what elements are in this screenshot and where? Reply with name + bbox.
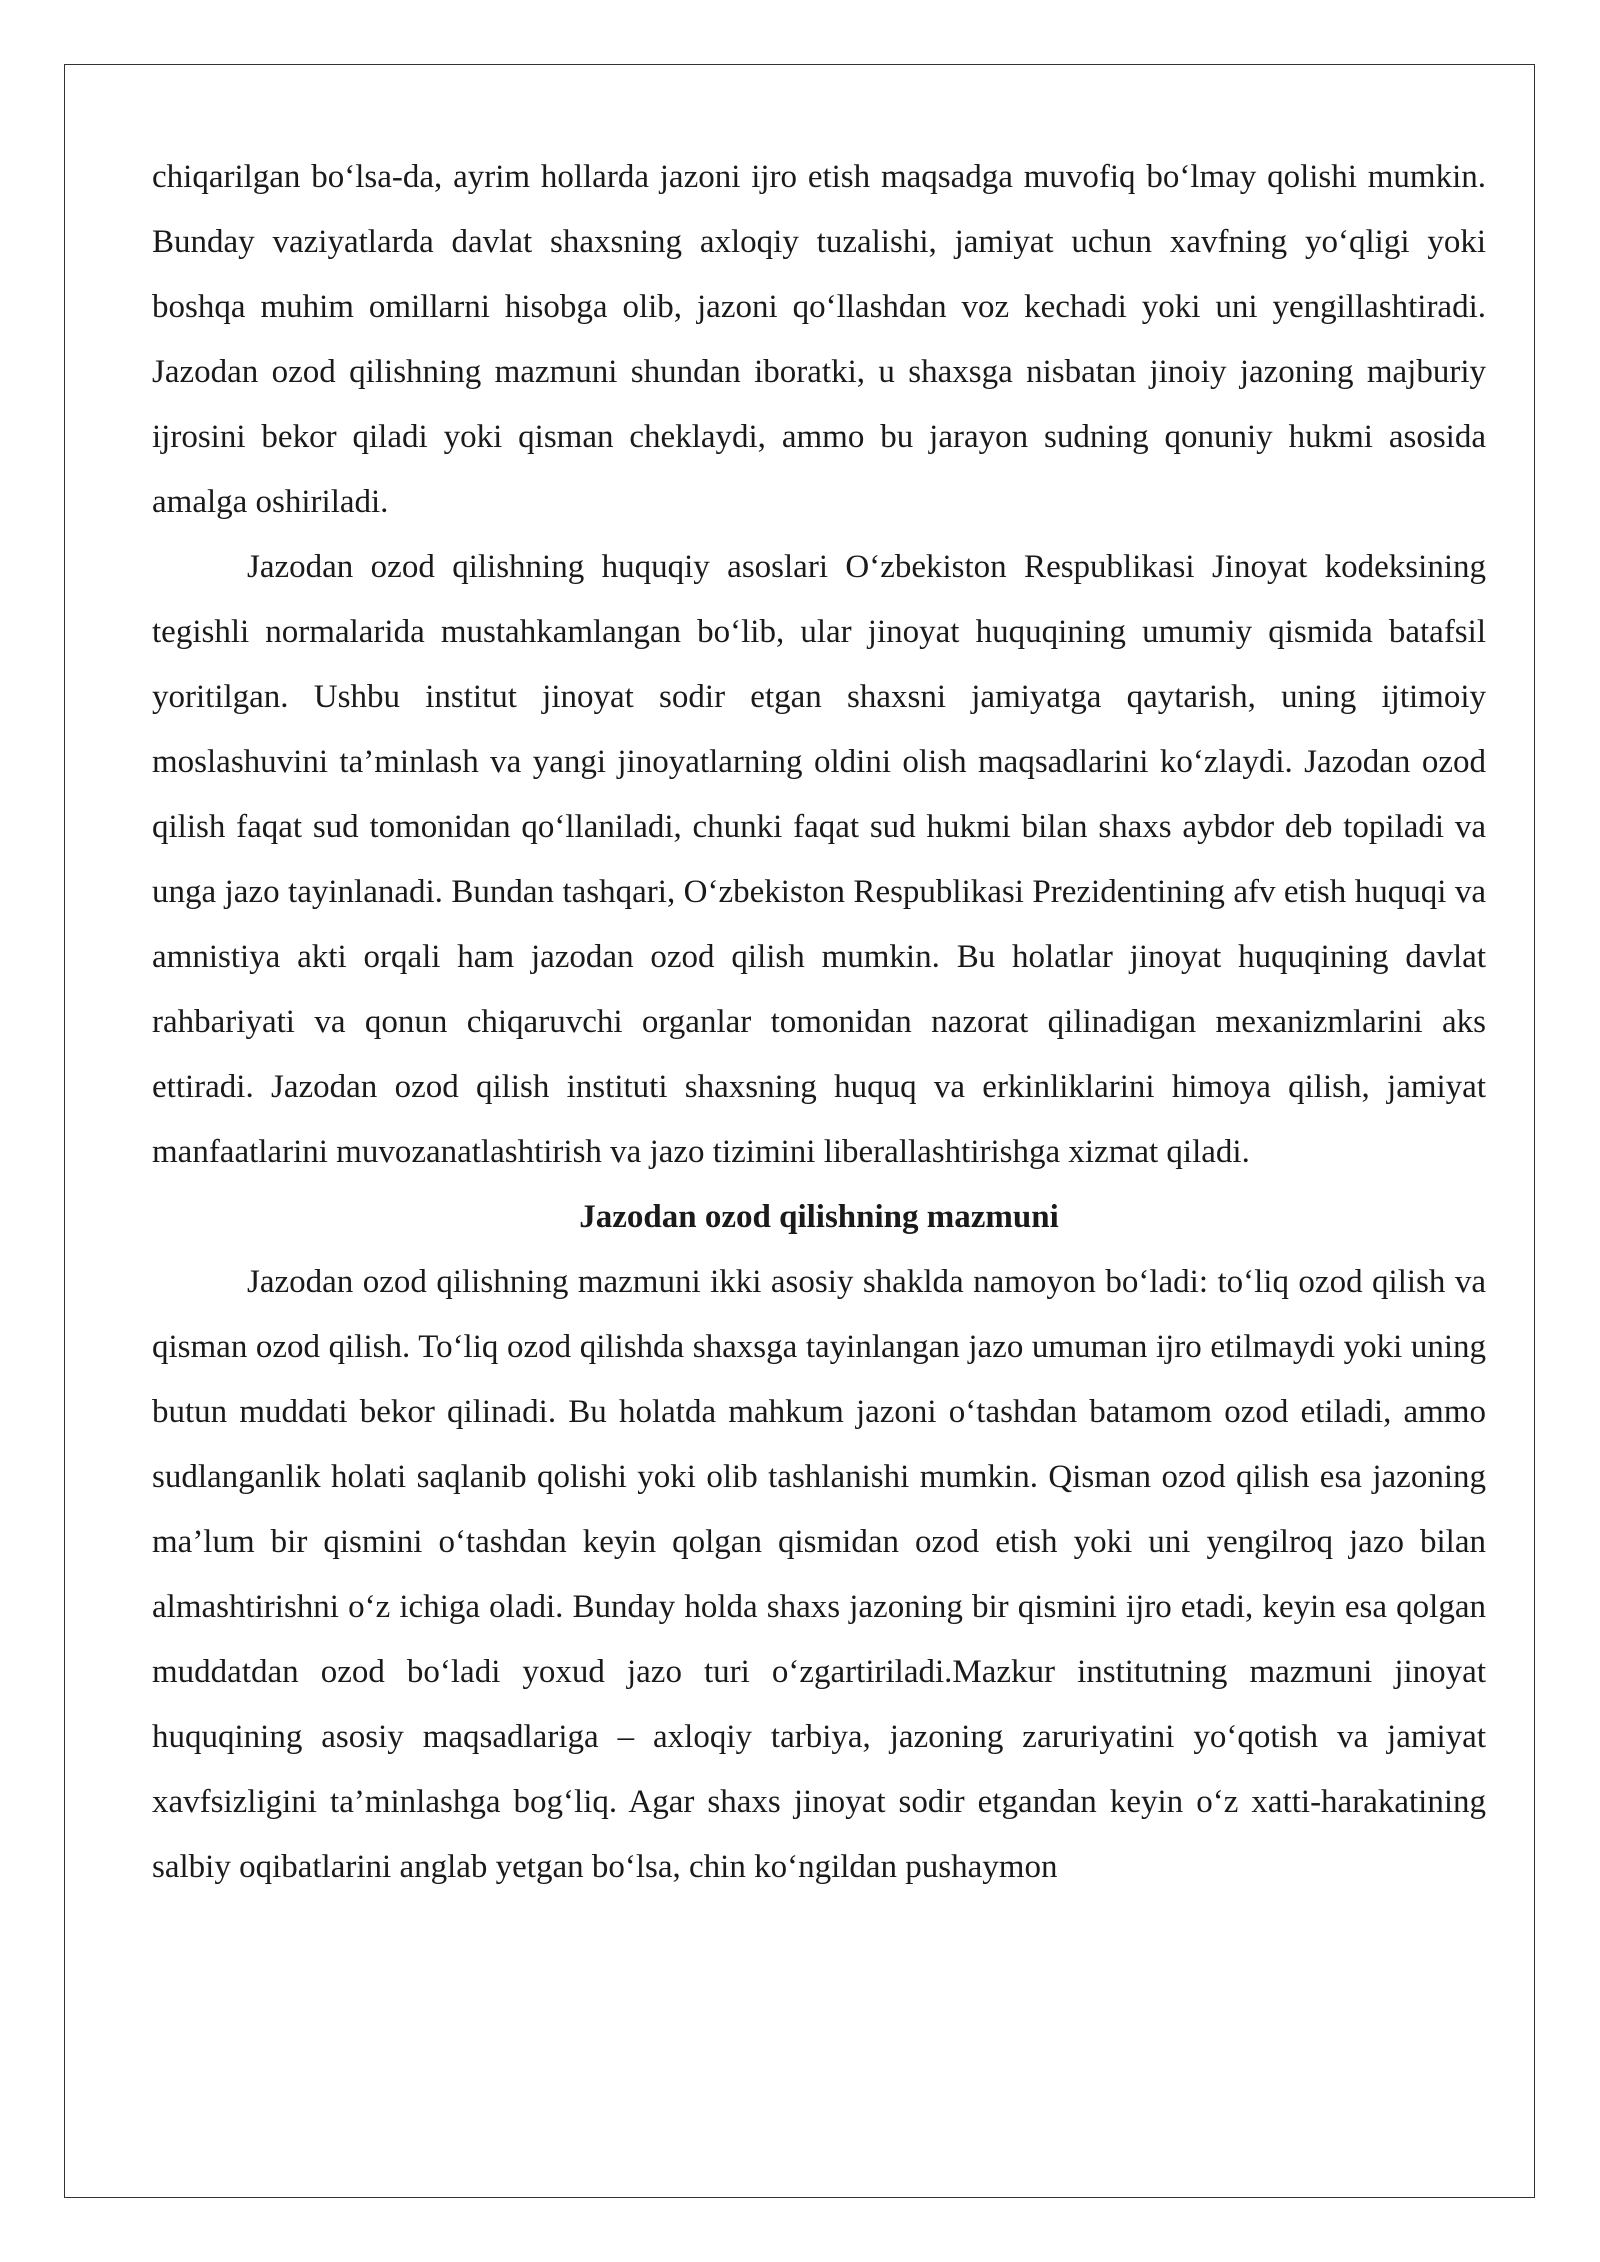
document-body [152, 145, 1486, 1900]
section-heading: Jazodan ozod qilishning mazmuni [579, 1199, 1059, 1235]
paragraph-continuation: chiqarilgan bo‘lsa-da, ayrim hollarda jazoni ijro etish maqsadga muvofiq bo‘lmay qolishi mumkin. Bunday vaziyatlarda davlat shaxsning axloqiy tuzalishi, jamiyat uchun xavfning yo‘qligi yoki boshqa muhim omillarni hisobga olib, jazoni qo‘llashdan voz kechadi yoki uni yengillashtiradi. Jazodan ozod qilishning mazmuni shundan iboratki, u shaxsga nisbatan jinoiy jazoning majburiy ijrosini bekor qiladi yoki qisman cheklaydi, ammo bu jarayon sudning qonuniy hukmi asosida amalga oshiriladi. [152, 159, 1486, 520]
paragraph-legal-basis: Jazodan ozod qilishning huquqiy asoslari O‘zbekiston Respublikasi Jinoyat kodeksining tegishli normalarida mustahkamlangan bo‘lib, ular jinoyat huquqining umumiy qismida batafsil yoritilgan. Ushbu institut jinoyat sodir etgan shaxsni jamiyatga qaytarish, uning ijtimoiy moslashuvini ta’minlash va yangi jinoyatlarning oldini olish maqsadlarini ko‘zlaydi. Jazodan ozod qilish faqat sud tomonidan qo‘llaniladi, chunki faqat sud hukmi bilan shaxs aybdor deb topiladi va unga jazo tayinlanadi. Bundan tashqari, O‘zbekiston Respublikasi Prezidentining afv etish huquqi va amnistiya akti orqali ham jazodan ozod qilish mumkin. Bu holatlar jinoyat huquqining davlat rahbariyati va qonun chiqaruvchi organlar tomonidan nazorat qilinadigan mexanizmlarini aks ettiradi. Jazodan ozod qilish instituti shaxsning huquq va erkinliklarini himoya qilish, jamiyat manfaatlarini muvozanatlashtirish va jazo tizimini liberallashtirishga xizmat qiladi. [152, 549, 1486, 1170]
paragraph-content: Jazodan ozod qilishning mazmuni ikki asosiy shaklda namoyon bo‘ladi: to‘liq ozod qilish va qisman ozod qilish. To‘liq ozod qilishda shaxsga tayinlangan jazo umuman ijro etilmaydi yoki uning butun muddati bekor qilinadi. Bu holatda mahkum jazoni o‘tashdan batamom ozod etiladi, ammo sudlanganlik holati saqlanib qolishi yoki olib tashlanishi mumkin. Qisman ozod qilish esa jazoning ma’lum bir qismini o‘tashdan keyin qolgan qismidan ozod etish yoki uni yengilroq jazo bilan almashtirishni o‘z ichiga oladi. Bunday holda shaxs jazoning bir qismini ijro etadi, keyin esa qolgan muddatdan ozod bo‘ladi yoxud jazo turi o‘zgartiriladi.Mazkur institutning mazmuni jinoyat huquqining asosiy maqsadlariga – axloqiy tarbiya, jazoning zaruriyatini yo‘qotish va jamiyat xavfsizligini ta’minlashga bog‘liq. Agar shaxs jinoyat sodir etgandan keyin o‘z xatti-harakatining salbiy oqibatlarini anglab yetgan bo‘lsa, chin ko‘ngildan pushaymon [152, 1264, 1486, 1885]
